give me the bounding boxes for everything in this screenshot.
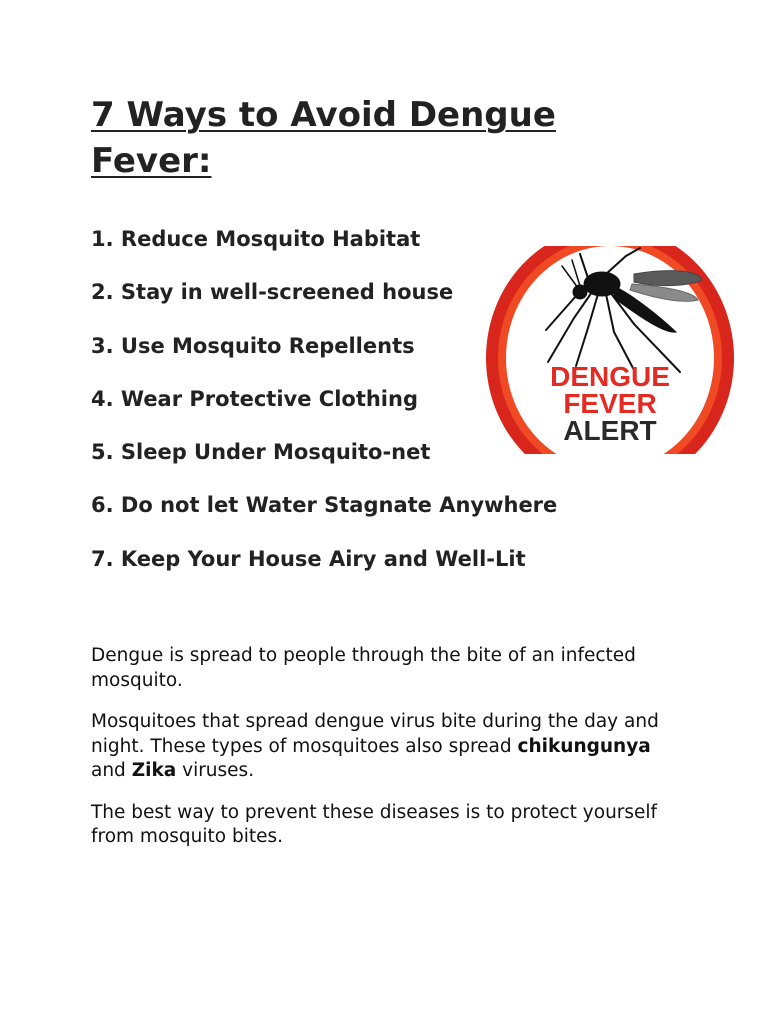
paragraph-text: viruses. <box>176 760 255 781</box>
bold-term-zika: Zika <box>131 760 177 781</box>
list-item: 4. Wear Protective Clothing <box>91 386 418 411</box>
paragraph <box>91 710 691 784</box>
bold-term-chikungunya: chikungunya <box>517 735 651 757</box>
list-item: 3. Use Mosquito Repellents <box>91 333 415 358</box>
badge-line-1: DENGUE <box>550 361 670 392</box>
list-item: 7. Keep Your House Airy and Well-Lit <box>91 546 526 571</box>
badge-line-2: FEVER <box>563 388 657 419</box>
list-item: 5. Sleep Under Mosquito-net <box>91 440 431 465</box>
paragraph: Dengue is spread to people through the bite of an infected mosquito. <box>91 645 636 691</box>
list-item: 6. Do not let Water Stagnate Anywhere <box>91 493 558 518</box>
body-text <box>91 644 691 867</box>
paragraph: The best way to prevent these diseases is to protect yourself from mosquito bites. <box>91 801 658 847</box>
paragraph-text: and <box>91 760 132 781</box>
list-item: 1. Reduce Mosquito Habitat <box>91 227 421 251</box>
paragraph-text: Mosquitoes that spread dengue virus bite during the day and night. These types of mosquitoes also spread <box>91 711 659 757</box>
dengue-alert-badge <box>484 246 736 454</box>
list-item: 2. Stay in well-screened house <box>91 280 454 305</box>
page-title: 7 Ways to Avoid Dengue Fever: <box>91 95 556 181</box>
badge-line-3: ALERT <box>563 415 657 446</box>
badge-graphic <box>484 246 736 454</box>
